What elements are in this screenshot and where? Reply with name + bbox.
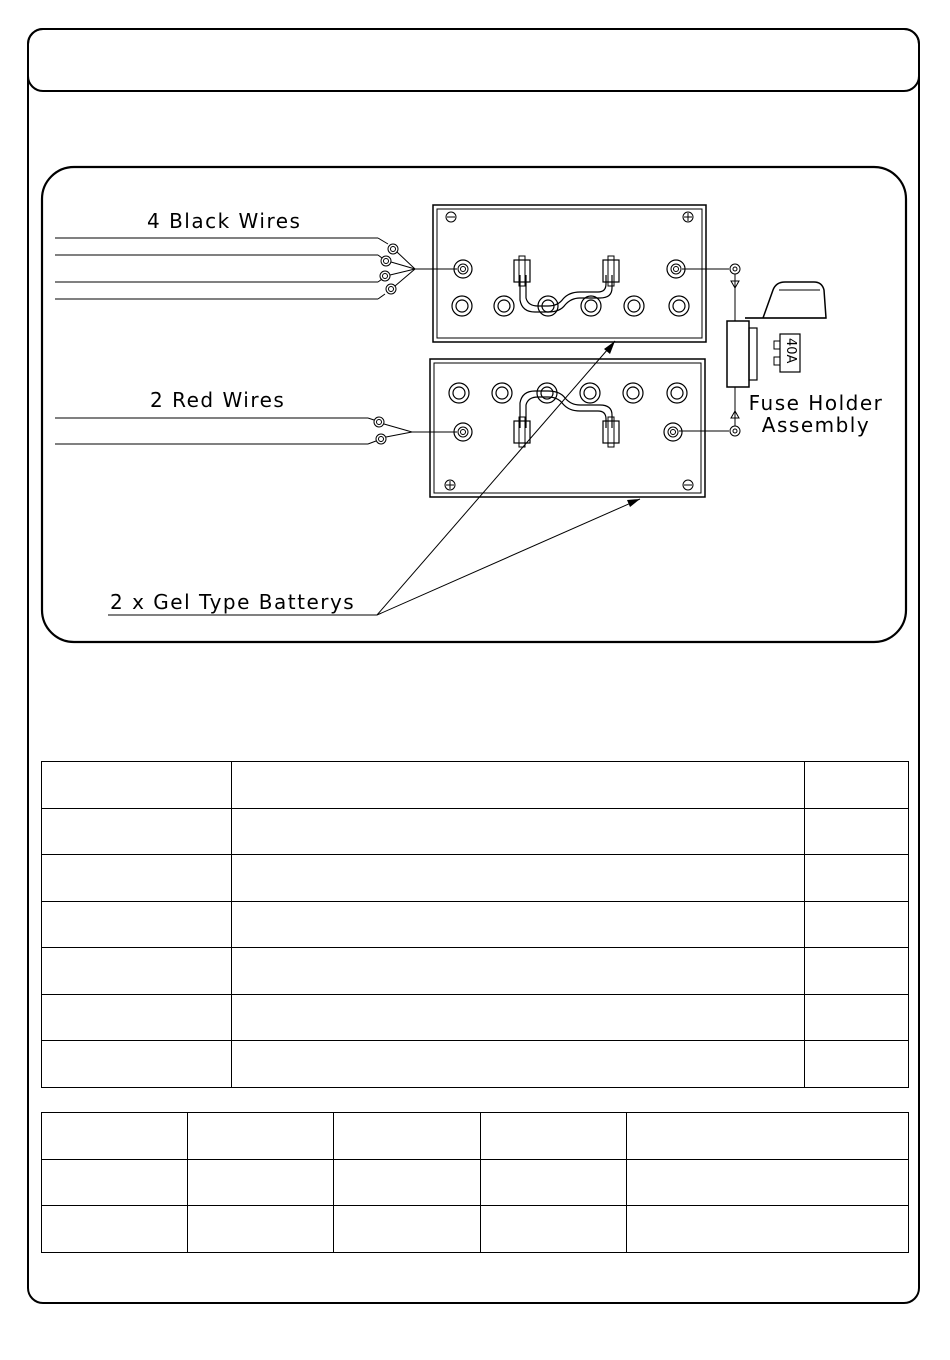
table-cell [42, 901, 232, 948]
table-cell [805, 994, 909, 1041]
table-cell [232, 762, 805, 809]
table-cell [481, 1113, 627, 1160]
info-table-row [42, 1206, 909, 1253]
parts-table-row [42, 762, 909, 809]
battery-lower [430, 359, 705, 497]
table-cell [42, 1206, 188, 1253]
parts-table [41, 761, 909, 1088]
label-black-wires: 4 Black Wires [147, 209, 302, 233]
table-cell [42, 808, 232, 855]
table-cell [232, 855, 805, 902]
info-table-row [42, 1113, 909, 1160]
table-cell [805, 948, 909, 995]
table-cell [188, 1159, 334, 1206]
table-cell [42, 994, 232, 1041]
table-cell [232, 1041, 805, 1088]
table-cell [188, 1113, 334, 1160]
black-wires [55, 238, 457, 299]
info-table [41, 1112, 909, 1253]
table-cell [42, 1113, 188, 1160]
table-cell [805, 901, 909, 948]
table-cell [627, 1206, 909, 1253]
table-cell [188, 1206, 334, 1253]
table-cell [334, 1113, 481, 1160]
arrowhead-lower [627, 499, 640, 507]
table-cell [334, 1159, 481, 1206]
table-cell [42, 1159, 188, 1206]
parts-table-row [42, 994, 909, 1041]
parts-table-row [42, 948, 909, 995]
table-cell [42, 762, 232, 809]
table-cell [481, 1206, 627, 1253]
fuse-rating: 40A [783, 338, 798, 364]
table-cell [805, 808, 909, 855]
parts-table-row [42, 855, 909, 902]
parts-table-row [42, 901, 909, 948]
table-cell [232, 808, 805, 855]
parts-table-row [42, 1041, 909, 1088]
table-cell [232, 948, 805, 995]
table-cell [232, 901, 805, 948]
fuse-leads [679, 264, 740, 436]
label-fuse-holder: Fuse Holder [748, 391, 884, 415]
info-table-row [42, 1159, 909, 1206]
label-red-wires: 2 Red Wires [150, 388, 286, 412]
table-cell [805, 855, 909, 902]
table-cell [481, 1159, 627, 1206]
label-batteries: 2 x Gel Type Batterys [110, 590, 356, 614]
table-cell [232, 994, 805, 1041]
fuse-holder [727, 282, 826, 387]
table-cell [334, 1206, 481, 1253]
table-cell [42, 1041, 232, 1088]
table-cell [627, 1159, 909, 1206]
parts-table-row [42, 808, 909, 855]
red-wires [55, 417, 457, 444]
table-cell [805, 1041, 909, 1088]
table-cell [42, 948, 232, 995]
table-cell [42, 855, 232, 902]
table-cell [627, 1113, 909, 1160]
table-cell [805, 762, 909, 809]
battery-upper [433, 205, 706, 342]
label-assembly: Assembly [761, 413, 871, 437]
battery-leaders [108, 341, 640, 615]
